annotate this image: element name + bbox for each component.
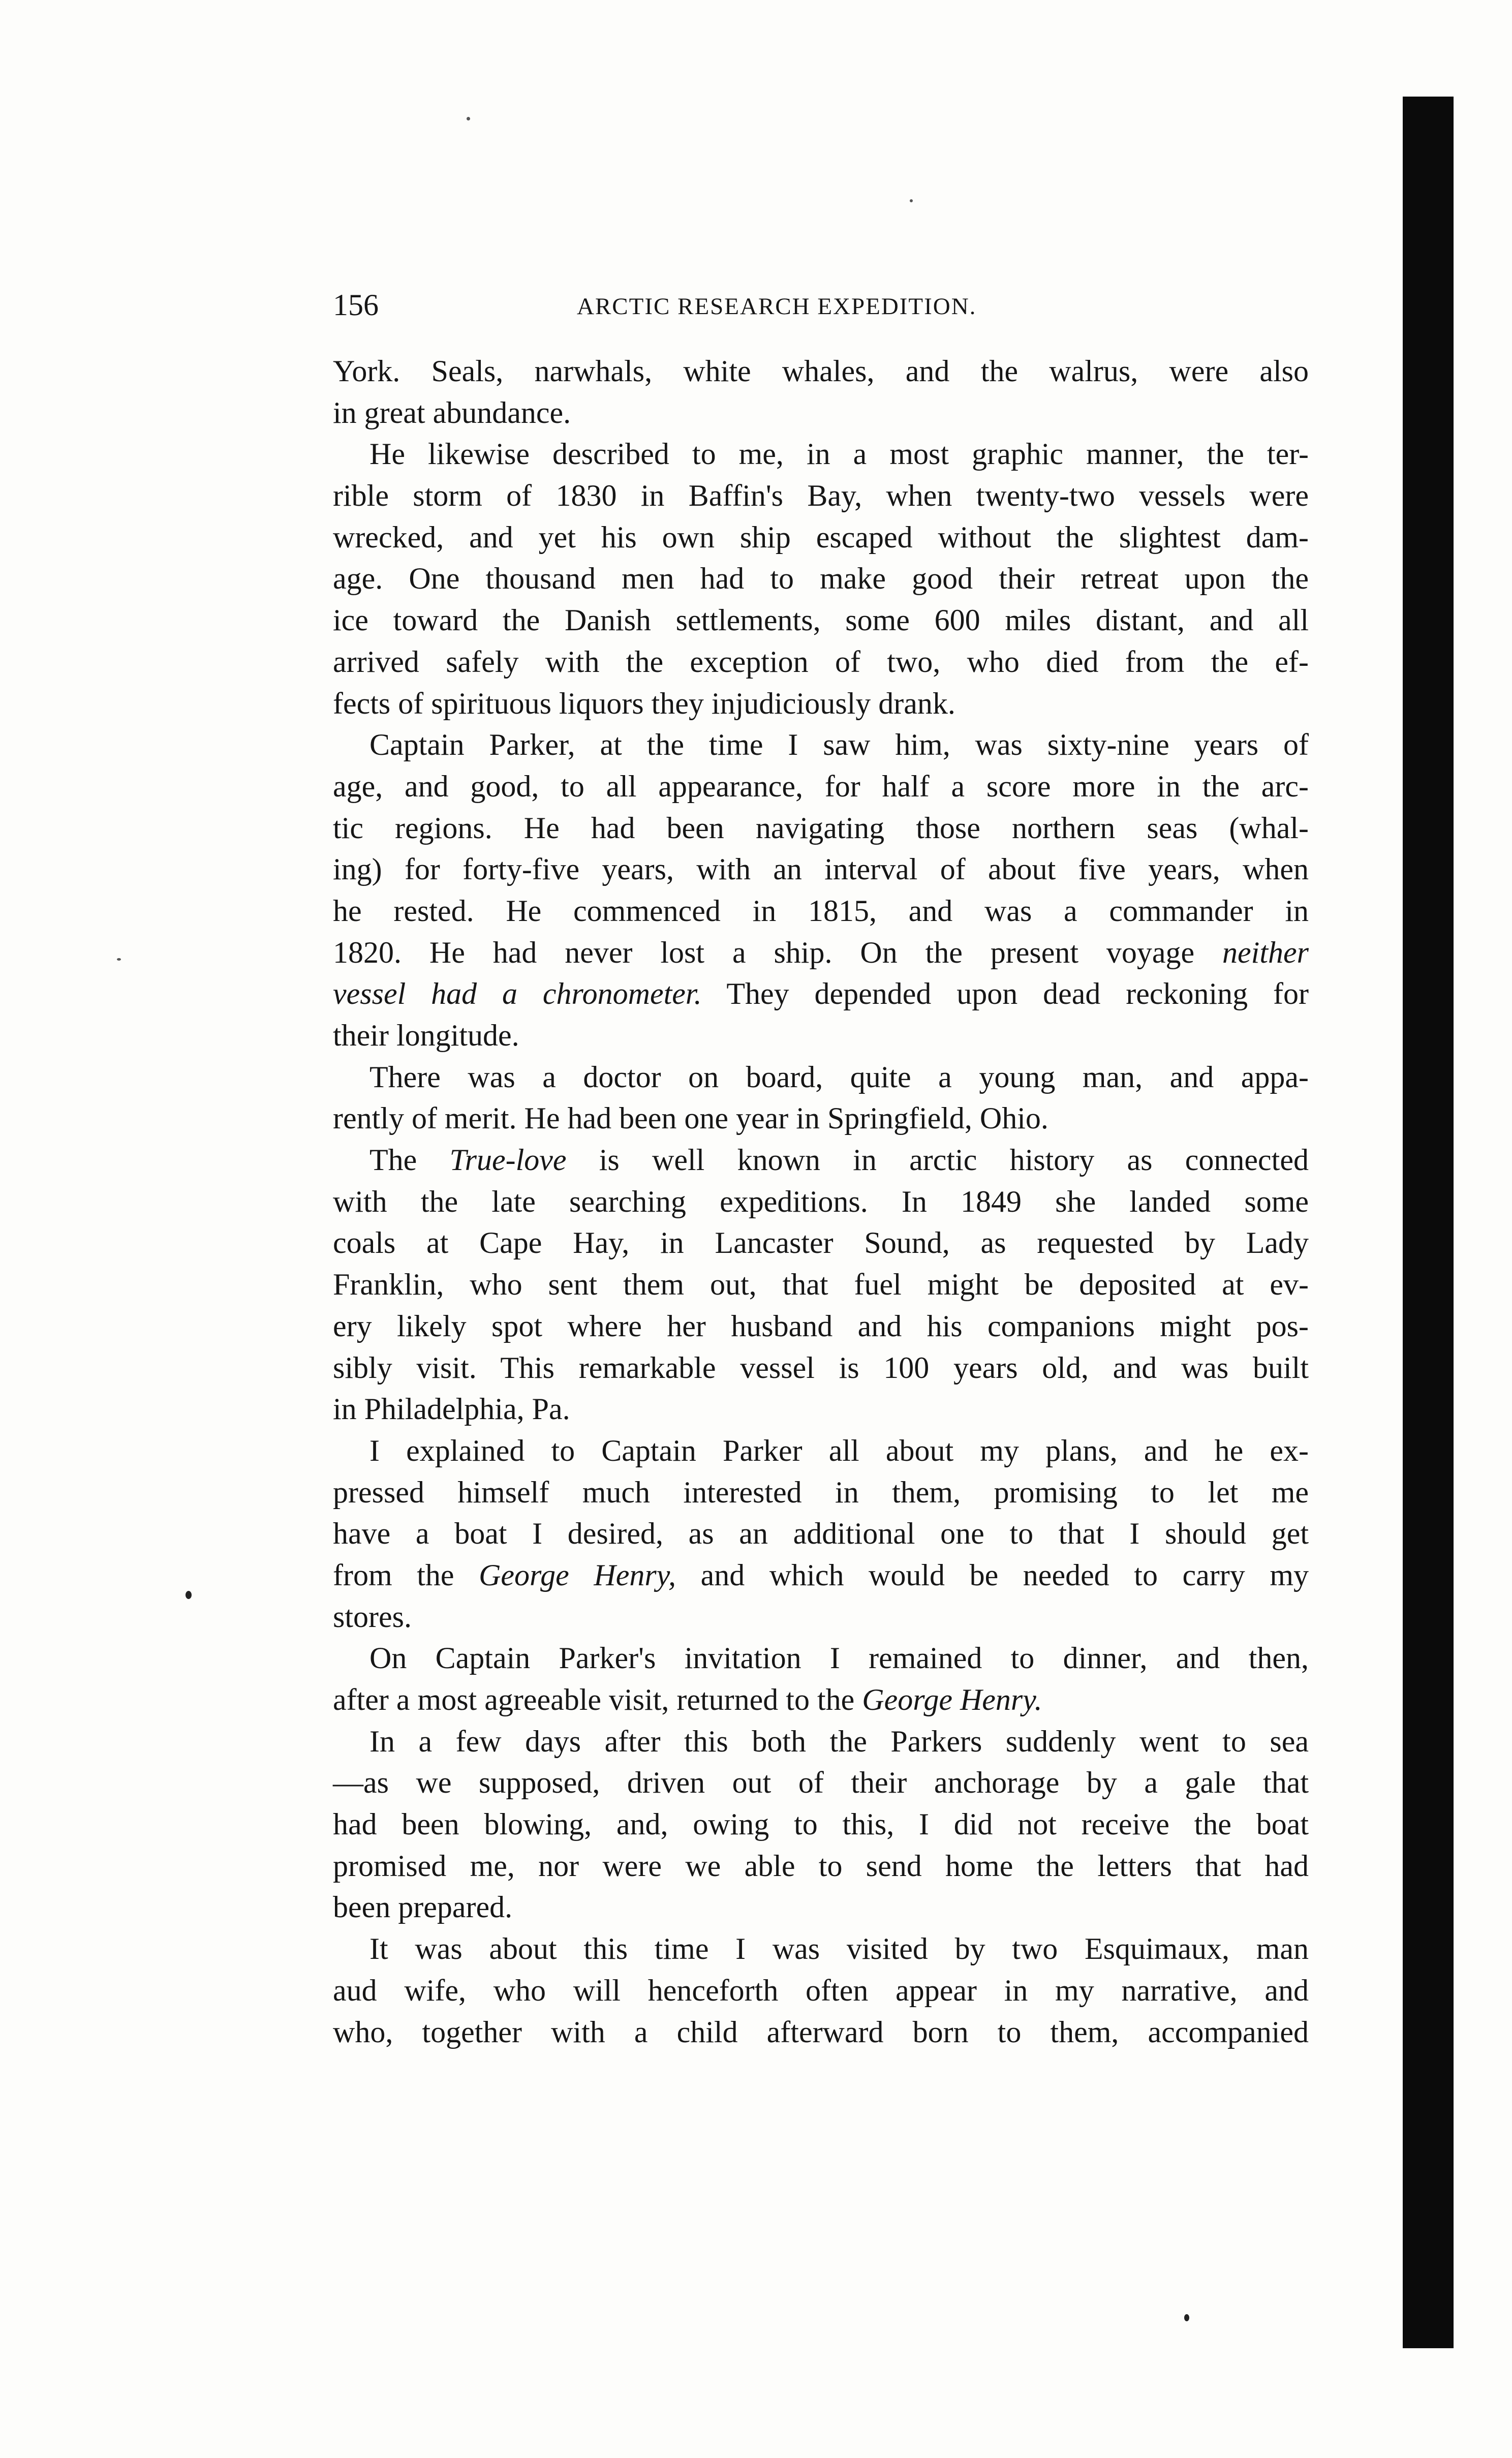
text-line	[333, 890, 1309, 932]
line-text: their longitude.	[333, 1019, 519, 1052]
line-text: had been blowing, and, owing to this, I did not receive the boat	[333, 1807, 1309, 1841]
line-text: It was about this time I was visited by two Esquimaux, man	[369, 1932, 1309, 1966]
line-text: age, and good, to all appearance, for half a score more in the arc-	[333, 769, 1309, 803]
line-text: York. Seals, narwhals, white whales, and the walrus, were also	[333, 354, 1309, 388]
text-line	[333, 1430, 1309, 1472]
line-text: There was a doctor on board, quite a young man, and appa-	[369, 1060, 1309, 1094]
text-line	[333, 517, 1309, 559]
line-text: ing) for forty-five years, with an interval of about five years, when	[333, 852, 1309, 886]
text-line	[333, 351, 1309, 392]
line-text: Captain Parker, at the time I saw him, was sixty-nine years of	[369, 728, 1309, 762]
line-text: tic regions. He had been navigating those northern seas (whal-	[333, 811, 1309, 845]
line-text: who, together with a child afterward born to them, accompanied	[333, 2015, 1309, 2049]
text-line	[333, 1181, 1309, 1223]
text-line	[333, 1513, 1309, 1555]
page-header	[333, 285, 1329, 330]
line-text: ice toward the Danish settlements, some 600 miles distant, and all	[333, 603, 1309, 637]
text-line	[333, 849, 1309, 890]
line-text: promised me, nor were we able to send home the letters that had	[333, 1849, 1309, 1883]
line-text: On Captain Parker's invitation I remained to dinner, and then,	[369, 1641, 1309, 1675]
text-line	[333, 1679, 1309, 1721]
text-line	[333, 1721, 1309, 1763]
text-line	[333, 1472, 1309, 1514]
line-text: he rested. He commenced in 1815, and was a commander in	[333, 894, 1309, 928]
italic-phrase: True-love	[449, 1143, 567, 1177]
italic-phrase: vessel had a chronometer.	[333, 977, 702, 1011]
text-line	[333, 1222, 1309, 1264]
line-text: rible storm of 1830 in Baffin's Bay, when twenty-two vessels were	[333, 479, 1309, 513]
text-line	[333, 1555, 1309, 1596]
text-line	[333, 1347, 1309, 1389]
text-line	[333, 1596, 1309, 1638]
line-text: 1820. He had never lost a ship. On the present voyage	[333, 935, 1223, 969]
text-line	[333, 1389, 1309, 1430]
scan-speck	[910, 199, 913, 202]
line-text: rently of merit. He had been one year in Springfield, Ohio.	[333, 1101, 1048, 1135]
text-line	[333, 558, 1309, 600]
text-line	[333, 475, 1309, 517]
binding-shadow	[1403, 97, 1454, 2348]
text-line	[333, 1887, 1309, 1928]
text-line	[333, 1098, 1309, 1140]
line-text: wrecked, and yet his own ship escaped without the slightest dam-	[333, 520, 1309, 554]
text-line	[333, 766, 1309, 808]
text-line	[333, 683, 1309, 725]
text-line	[333, 1638, 1309, 1679]
line-text: and which would be needed to carry my	[676, 1558, 1309, 1592]
line-text: aud wife, who will henceforth often appear in my narrative, and	[333, 1973, 1309, 2007]
text-line	[333, 808, 1309, 849]
line-text: in Philadelphia, Pa.	[333, 1392, 570, 1426]
scan-speck	[186, 1591, 192, 1599]
line-text: arrived safely with the exception of two, who died from the ef-	[333, 644, 1309, 679]
line-text: in great abundance.	[333, 395, 571, 429]
line-text: have a boat I desired, as an additional one to that I should get	[333, 1517, 1309, 1551]
line-text: is well known in arctic history as connected	[566, 1143, 1309, 1177]
running-head: ARCTIC RESEARCH EXPEDITION.	[577, 293, 977, 320]
line-text: after a most agreeable visit, returned to the	[333, 1683, 862, 1716]
text-line	[333, 1264, 1309, 1306]
italic-phrase: George Henry,	[479, 1558, 676, 1592]
text-line	[333, 1057, 1309, 1098]
text-line	[333, 1140, 1309, 1181]
line-text: Franklin, who sent them out, that fuel might be deposited at ev-	[333, 1268, 1309, 1302]
line-text: with the late searching expeditions. In 1849 she landed some	[333, 1184, 1309, 1218]
text-line	[333, 1762, 1309, 1804]
text-line	[333, 973, 1309, 1015]
text-line	[333, 2012, 1309, 2053]
text-line	[333, 1970, 1309, 2012]
text-line	[333, 1928, 1309, 1970]
text-line	[333, 1015, 1309, 1057]
line-text: fects of spirituous liquors they injudiciously drank.	[333, 686, 955, 720]
text-line	[333, 434, 1309, 475]
text-line	[333, 932, 1309, 974]
line-text: coals at Cape Hay, in Lancaster Sound, as requested by Lady	[333, 1226, 1309, 1260]
text-line	[333, 1846, 1309, 1887]
scan-speck	[117, 958, 121, 961]
line-text: They depended upon dead reckoning for	[701, 977, 1309, 1011]
text-line	[333, 1804, 1309, 1846]
italic-phrase: neither	[1222, 935, 1309, 969]
line-text: sibly visit. This remarkable vessel is 100 years old, and was built	[333, 1350, 1309, 1385]
page-number: 156	[333, 288, 379, 322]
text-line	[333, 600, 1309, 641]
scan-speck	[467, 117, 470, 120]
line-text: ery likely spot where her husband and his companions might pos-	[333, 1309, 1309, 1343]
line-text: been prepared.	[333, 1890, 513, 1924]
text-line	[333, 1306, 1309, 1347]
line-text: In a few days after this both the Parkers suddenly went to sea	[369, 1724, 1309, 1758]
text-line	[333, 724, 1309, 766]
line-text: He likewise described to me, in a most graphic manner, the ter-	[369, 437, 1309, 471]
text-line	[333, 641, 1309, 683]
line-text: age. One thousand men had to make good their retreat upon the	[333, 562, 1309, 596]
scan-speck	[1184, 2314, 1189, 2321]
line-text: The	[369, 1143, 450, 1177]
text-line	[333, 392, 1309, 434]
line-text: I explained to Captain Parker all about my plans, and he ex-	[369, 1433, 1309, 1467]
line-text: pressed himself much interested in them, promising to let me	[333, 1475, 1309, 1509]
line-text: stores.	[333, 1600, 412, 1634]
line-text: from the	[333, 1558, 479, 1592]
line-text: —as we supposed, driven out of their anchorage by a gale that	[333, 1766, 1309, 1800]
italic-phrase: George Henry.	[862, 1683, 1042, 1716]
body-text	[333, 351, 1309, 2053]
